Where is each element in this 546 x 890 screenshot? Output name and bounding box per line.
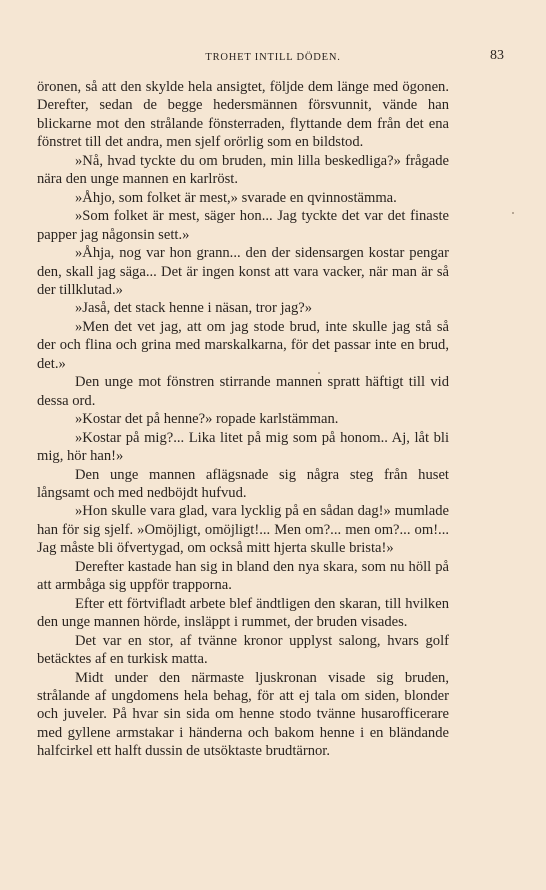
paper-speck: [318, 372, 320, 374]
body-text: [37, 78, 449, 761]
paragraph: Det var en stor, af tvänne kronor upplyst salong, hvars golf betäcktes af en turkisk matta.: [37, 632, 449, 668]
paragraph: »Jaså, det stack henne i näsan, tror jag?»: [75, 300, 313, 317]
paragraph: »Hon skulle vara glad, vara lycklig på en sådan dag!» mumlade han för sig sjelf. »Omöjligt, omöjligt!... Men om?... men om?... om!... Jag måste bli öfvertygad, om också mitt hjerta skulle brista!»: [37, 503, 449, 557]
paragraph: öronen, så att den skylde hela ansigtet, följde dem länge med ögonen. Derefter, sedan de begge hedersmännen försvunnit, vände han blickarne mot den strålande fönsterraden, flyttande dem från det ena fönstret till det andra, men sjelf orörlig som en bildstod.: [37, 79, 449, 151]
paragraph: »Som folket är mest, säger hon... Jag tyckte det var det finaste papper jag någonsin sett.»: [37, 208, 449, 243]
paragraph: »Åhjo, som folket är mest,» svarade en qvinnostämma.: [75, 189, 397, 206]
page-number: 83: [490, 48, 504, 63]
paragraph: Midt under den närmaste ljuskronan visade sig bruden, strålande af ungdomens hela behag, för att ej tala om siden, blonder och juveler. På hvar sin sida om henne stodo tvänne husarofficerare med gyllene armstakar i händerna och bakom henne i en bländande halfcirkel ett halft dussin de utsöktaste brudtärnor.: [37, 669, 449, 760]
running-title: TROHET INTILL DÖDEN.: [205, 52, 341, 63]
page-header: [36, 48, 510, 68]
paragraph: Den unge mot fönstren stirrande mannen spratt häftigt till vid dessa ord.: [37, 374, 449, 409]
paragraph: Efter ett förtvifladt arbete blef ändtligen den skaran, till hvilken den unge mannen hörde, insläppt i rummet, der bruden visades.: [37, 595, 449, 631]
paragraph: Den unge mannen aflägsnade sig några steg från huset långsamt och med nedböjdt hufvud.: [37, 466, 449, 501]
paragraph: Derefter kastade han sig in bland den nya skara, som nu höll på att armbåga sig uppför trapporna.: [37, 558, 449, 594]
paragraph: »Kostar på mig?... Lika litet på mig som på honom.. Aj, låt bli mig, hör han!»: [37, 429, 449, 465]
paragraph: »Kostar det på henne?» ropade karlstämman.: [75, 411, 339, 428]
paragraph: »Nå, hvad tyckte du om bruden, min lilla beskedliga?» frågade nära den unge mannen en karlröst.: [37, 152, 449, 188]
paragraph: »Men det vet jag, att om jag stode brud, inte skulle jag stå så der och flina och grina med marskalkarna, för det passar inte en brud, det.»: [37, 318, 449, 372]
paper-speck: [512, 212, 514, 214]
paragraph: »Åhja, nog var hon grann... den der sidensargen kostar pengar den, skall jag säga... Det är ingen konst att vara vacker, när man är så der tillklutad.»: [37, 245, 449, 298]
